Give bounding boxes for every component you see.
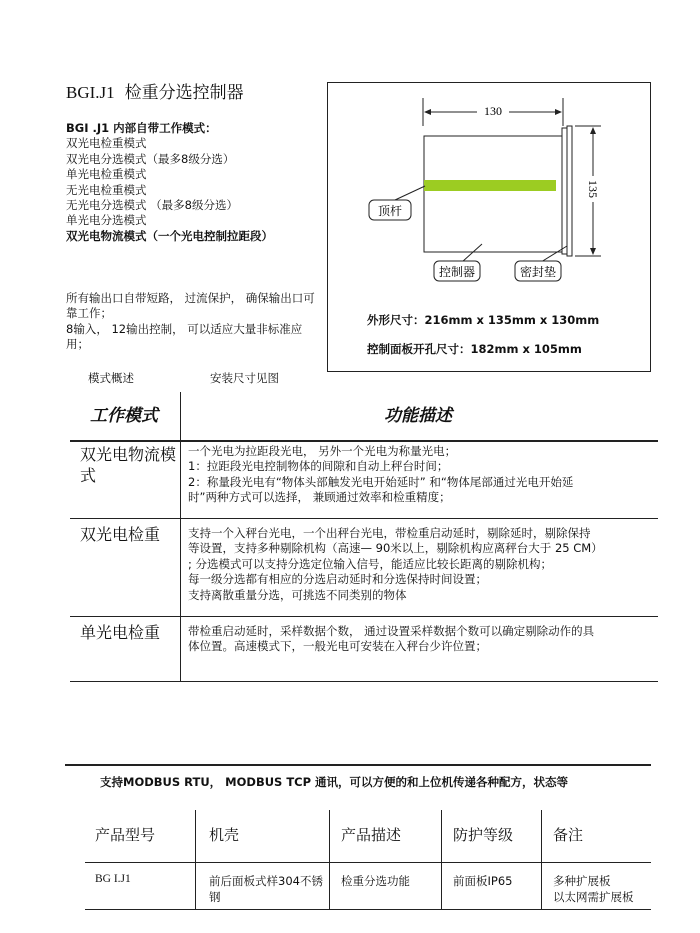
communication-note: 支持MODBUS RTU， MODBUS TCP 通讯，可以方便的和上位机传递各种配方，状态等 <box>100 775 569 789</box>
row-mode: 双光电物流模式 <box>80 445 177 485</box>
height-label: 135 <box>586 180 600 198</box>
column-divider <box>195 810 196 910</box>
desc-line: 体位置。高速模式下，一般光电可安装在入秤台少许位置； <box>188 639 487 654</box>
title-model: BGI.J1 <box>66 83 115 102</box>
cell-housing: 前后面板式样304不锈钢 <box>209 874 323 904</box>
note-line: 多种扩展板 <box>553 874 611 888</box>
desc-line: ; 分选模式可以支持分选定位输入信号，能适应比较长距离的剔除机构； <box>188 556 553 571</box>
desc-line: 支持离散重量分选，可挑选不同类别的物体 <box>188 587 407 602</box>
header-description: 功能描述 <box>384 406 452 426</box>
mode-item: 双光电分选模式（最多8级分选） <box>66 151 235 166</box>
specs <box>367 312 599 370</box>
function-table <box>70 392 658 654</box>
table-bottom-border <box>70 681 658 682</box>
header-protection: 防护等级 <box>453 826 514 844</box>
mode-item: 双光电检重模式 <box>66 136 147 151</box>
page-title <box>66 78 244 103</box>
controller-label: 控制器 <box>438 265 476 279</box>
cell-model: BG I.J1 <box>95 873 131 885</box>
desc-line: 一个光电为拉距段光电， 另外一个光电为称量光电； <box>188 444 457 458</box>
gasket-label: 密封垫 <box>519 265 557 279</box>
mode-item-logistics: 双光电物流模式（一个光电控制拉距段） <box>66 228 273 243</box>
function-table-header <box>70 392 658 442</box>
mode-overview-label: 模式概述 <box>88 371 134 385</box>
header-housing: 机壳 <box>209 826 240 844</box>
row-mode: 双光电检重 <box>80 525 161 544</box>
feature-notes <box>66 291 316 353</box>
note-line: 以太网需扩展板 <box>553 890 634 904</box>
desc-line: 1：拉距段光电控制物体的间隙和自动上秤台时间； <box>188 459 449 474</box>
desc-line: 等设置，支持多种剔除机构（高速— 90米以上，剔除机构应离秤台大于 25 CM） <box>188 541 603 556</box>
mode-item: 单光电分选模式 <box>66 213 147 228</box>
desc-line: 每一级分选都有相应的分选启动延时和分选保持时间设置； <box>188 572 487 587</box>
modes-heading: BGI .J1 内部自带工作模式： <box>66 121 217 135</box>
controller-body <box>424 136 562 252</box>
desc-line: 2：称量段光电有“物体头部触发光电开始延时” 和“物体尾部通过光电开始延 <box>188 474 574 489</box>
note-io: 8输入， 12输出控制， 可以适应大量非标准应用； <box>66 321 303 352</box>
row-description <box>188 526 654 603</box>
cell-note <box>553 873 634 905</box>
desc-line: 支持一个入秤台光电，一个出秤台光电，带检重启动延时，剔除延时，剔除保持 <box>188 526 591 540</box>
install-size-label: 安装尺寸见图 <box>210 371 279 385</box>
row-separator <box>70 518 658 519</box>
modes-list <box>66 121 273 244</box>
header-note: 备注 <box>553 826 584 844</box>
title-text: 检重分选控制器 <box>124 83 244 103</box>
cell-protection: 前面板IP65 <box>453 874 513 888</box>
desc-line: 时”两种方式可以选择， 兼顾通过效率和检重精度； <box>188 490 451 505</box>
header-description: 产品描述 <box>341 826 402 844</box>
gasket-panel <box>562 128 567 254</box>
ejector-label: 顶杆 <box>377 204 403 218</box>
table-divider <box>180 392 181 682</box>
column-divider <box>441 810 442 910</box>
mode-item: 无光电检重模式 <box>66 182 147 197</box>
table-bottom-border <box>85 909 651 910</box>
column-divider <box>329 810 330 910</box>
row-separator <box>70 616 658 617</box>
cutout-dimensions: 控制面板开孔尺寸：182mm x 105mm <box>367 342 582 356</box>
row-mode: 单光电检重 <box>80 623 161 642</box>
mode-item: 单光电检重模式 <box>66 167 147 182</box>
outer-dimensions: 外形尺寸：216mm x 135mm x 130mm <box>367 313 600 327</box>
product-table <box>85 810 651 910</box>
desc-line: 带检重启动延时，采样数据个数， 通过设置采样数据个数可以确定剔除动作的具 <box>188 624 595 638</box>
row-description <box>188 624 654 655</box>
cell-description: 检重分选功能 <box>341 874 410 888</box>
front-panel <box>567 126 572 256</box>
header-mode: 工作模式 <box>90 406 158 426</box>
section-divider <box>65 764 651 766</box>
ejector-leader <box>395 186 425 200</box>
note-protection: 所有输出口自带短路， 过流保护， 确保输出口可靠工作； <box>66 291 315 321</box>
width-label: 130 <box>484 104 502 118</box>
header-model: 产品型号 <box>95 826 156 844</box>
column-divider <box>541 810 542 910</box>
mode-item: 无光电分选模式 （最多8级分选） <box>66 198 238 213</box>
ejector-bar <box>424 180 556 191</box>
header-separator <box>85 862 651 863</box>
row-description <box>188 444 654 506</box>
